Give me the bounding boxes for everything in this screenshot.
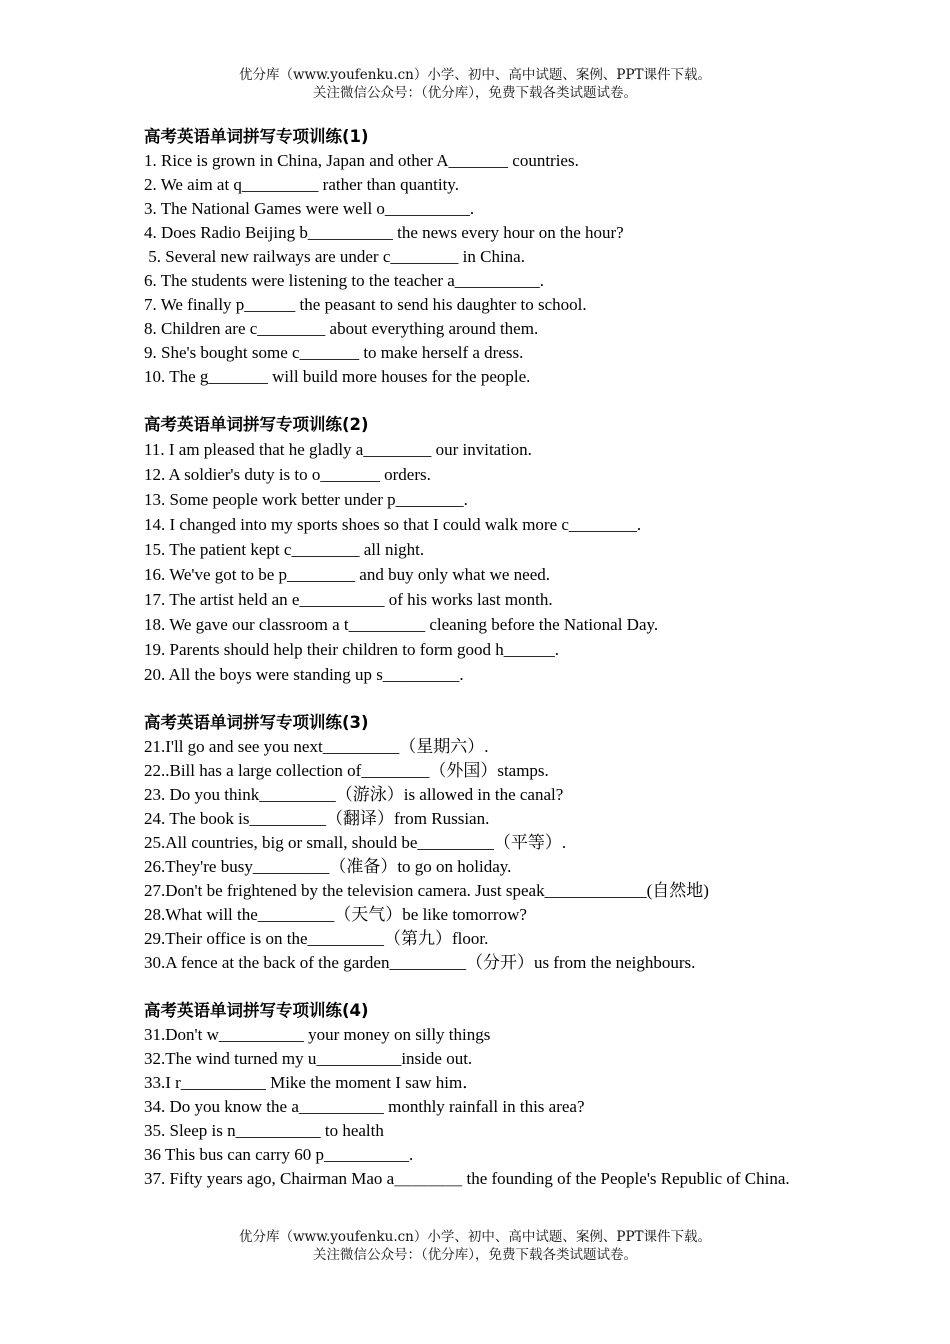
question-item: 34. Do you know the a__________ monthly rainfall in this area?: [144, 1097, 585, 1116]
footer-line-1: 优分库（www.youfenku.cn）小学、初中、高中试题、案例、PPT课件下载。: [238, 1229, 712, 1245]
question-item: 25.All countries, big or small, should be_________（平等）.: [144, 833, 567, 852]
question-item: 4. Does Radio Beijing b__________ the news every hour on the hour?: [144, 223, 624, 242]
question-item: 19. Parents should help their children to form good h______.: [144, 640, 560, 659]
exercise-section-2: [144, 412, 806, 687]
question-item: 27.Don't be frightened by the television camera. Just speak____________(自然地): [144, 881, 709, 900]
question-item: 23. Do you think_________（游泳）is allowed in the canal?: [144, 785, 564, 804]
question-item: 8. Children are c________ about everything around them.: [144, 319, 539, 338]
question-item: 14. I changed into my sports shoes so that I could walk more c________.: [144, 515, 642, 534]
question-item: 11. I am pleased that he gladly a________ our invitation.: [144, 440, 532, 459]
question-item: 10. The g_______ will build more houses for the people.: [144, 367, 531, 386]
page-header: [0, 66, 950, 102]
question-item: 3. The National Games were well o__________.: [144, 199, 475, 218]
question-item: 15. The patient kept c________ all night.: [144, 540, 425, 559]
question-item: 5. Several new railways are under c________ in China.: [144, 247, 525, 266]
page-footer: [0, 1228, 950, 1264]
question-item: 9. She's bought some c_______ to make herself a dress.: [144, 343, 524, 362]
header-line-1: 优分库（www.youfenku.cn）小学、初中、高中试题、案例、PPT课件下载。: [238, 67, 712, 83]
question-item: 30.A fence at the back of the garden_________（分开）us from the neighbours.: [144, 953, 696, 972]
question-item: 12. A soldier's duty is to o_______ orders.: [144, 465, 431, 484]
question-item: 37. Fifty years ago, Chairman Mao a＿＿＿＿ the founding of the People's Republic of China.: [144, 1169, 790, 1188]
question-item: 20. All the boys were standing up s_________.: [144, 665, 464, 684]
section-title: 高考英语单词拼写专项训练(3): [144, 713, 369, 732]
question-item: 36 This bus can carry 60 p__________.: [144, 1145, 414, 1164]
question-item: 2. We aim at q_________ rather than quantity.: [144, 175, 459, 194]
question-item: 17. The artist held an e__________ of his works last month.: [144, 590, 553, 609]
exercise-section-1: [144, 124, 806, 389]
exercise-section-3: [144, 710, 806, 975]
question-item: 29.Their office is on the_________（第九）floor.: [144, 929, 489, 948]
question-item: 32.The wind turned my u__________inside out.: [144, 1049, 473, 1068]
question-item: 22..Bill has a large collection of________（外国）stamps.: [144, 761, 549, 780]
document-body: [144, 124, 806, 1191]
exercise-section-4: [144, 998, 806, 1191]
question-item: 18. We gave our classroom a t_________ cleaning before the National Day.: [144, 615, 659, 634]
header-line-2: 关注微信公众号：（优分库），免费下载各类试题试卷。: [313, 85, 637, 101]
question-item: 13. Some people work better under p________.: [144, 490, 468, 509]
question-item: 28.What will the_________（天气）be like tomorrow?: [144, 905, 527, 924]
question-item: 1. Rice is grown in China, Japan and other A_______ countries.: [144, 151, 579, 170]
question-item: 7. We finally p______ the peasant to send his daughter to school.: [144, 295, 587, 314]
question-item: 21.I'll go and see you next_________（星期六）.: [144, 737, 489, 756]
question-item: 26.They're busy_________（准备）to go on holiday.: [144, 857, 512, 876]
section-title: 高考英语单词拼写专项训练(2): [144, 415, 369, 434]
footer-line-2: 关注微信公众号：（优分库），免费下载各类试题试卷。: [313, 1247, 637, 1263]
section-title: 高考英语单词拼写专项训练(1): [144, 127, 369, 146]
question-item: 33.I r__________ Mike the moment I saw him．: [144, 1073, 480, 1092]
question-item: 6. The students were listening to the teacher a__________.: [144, 271, 545, 290]
question-item: 35. Sleep is n__________ to health: [144, 1121, 384, 1140]
question-item: 16. We've got to be p________ and buy only what we need.: [144, 565, 550, 584]
question-item: 24. The book is_________（翻译）from Russian.: [144, 809, 490, 828]
question-item: 31.Don't w__________ your money on silly things: [144, 1025, 491, 1044]
section-title: 高考英语单词拼写专项训练(4): [144, 1001, 369, 1020]
